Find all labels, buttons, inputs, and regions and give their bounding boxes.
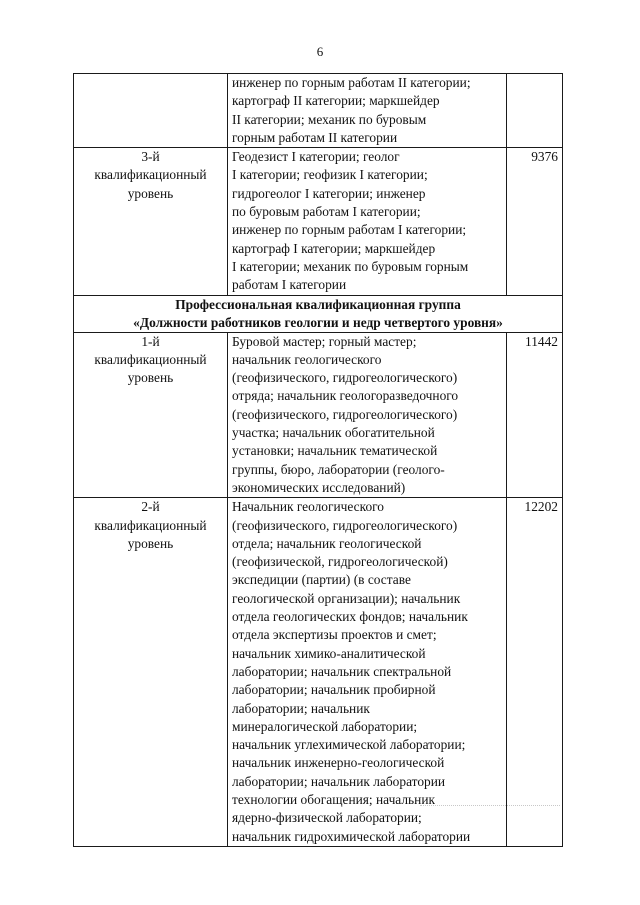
positions-line: инженер по горным работам I категории; [232,222,467,238]
positions-line: лаборатории; начальник пробирной [232,682,436,698]
qualification-level-line: квалификационный [94,351,207,367]
salary-cell [507,332,563,498]
positions-line: ядерно-физической лаборатории; [232,810,422,826]
qualification-level-line: 3-й [141,149,160,165]
positions-line: гидрогеолог I категории; инженер [232,185,426,201]
qualification-table [73,73,563,847]
qualification-level-line: 1-й [141,333,160,349]
positions-line: начальник геологического [232,351,382,367]
positions-line: лаборатории; начальник спектральной [232,663,452,679]
positions-cell [228,498,507,847]
qualification-level-line: уровень [127,370,174,386]
positions-line: отдела экспертизы проектов и смет; [232,627,437,643]
table-row [74,498,563,847]
positions-line: I категории; механик по буровым горным [232,258,469,274]
group-title-line: «Должности работников геологии и недр четвертого уровня» [133,314,503,330]
qualification-level-line: квалификационный [94,167,207,183]
positions-line: Буровой мастер; горный мастер; [232,333,417,349]
positions-line: (геофизической, гидрогеологической) [232,554,448,570]
salary-cell [507,498,563,847]
positions-line: минералогической лаборатории; [232,718,418,734]
table-row [74,148,563,295]
qualification-level-line: 2-й [141,499,160,515]
positions-line: группы, бюро, лаборатории (геолого- [232,461,445,477]
positions-line: II категории; механик по буровым [232,111,427,127]
salary-value: 9376 [531,149,558,165]
positions-line: начальник инженерно-геологической [232,755,445,771]
positions-line: начальник гидрохимической лаборатории [232,828,471,844]
positions-line: Геодезист I категории; геолог [232,149,400,165]
positions-line: (геофизического, гидрогеологического) [232,406,458,422]
positions-line: экспедиции (партии) (в составе [232,572,411,588]
positions-line: отряда; начальник геологоразведочного [232,388,459,404]
positions-cell [228,74,507,148]
positions-line: картограф I категории; маркшейдер [232,240,436,256]
positions-cell [228,332,507,498]
positions-line: отдела; начальник геологической [232,535,422,551]
qualification-level-cell [74,498,228,847]
positions-line: (геофизического, гидрогеологического) [232,517,458,533]
table-row [74,332,563,498]
positions-line: работам I категории [232,277,347,293]
positions-line: лаборатории; начальник лаборатории [232,773,446,789]
qualification-level-cell [74,332,228,498]
positions-line: участка; начальник обогатительной [232,425,435,441]
qualification-level-line: уровень [127,185,174,201]
positions-line: инженер по горным работам II категории; [232,75,471,90]
positions-line: экономических исследований) [232,479,406,495]
positions-line: (геофизического, гидрогеологического) [232,370,458,386]
positions-line: начальник углехимической лаборатории; [232,737,466,753]
qualification-level-cell [74,74,228,148]
positions-line: лаборатории; начальник [232,700,370,716]
group-title-line: Профессиональная квалификационная группа [175,296,461,312]
scan-artifact-dots [420,805,560,808]
qualification-level-line: уровень [127,535,174,551]
positions-line: по буровым работам I категории; [232,204,421,220]
table-row [74,74,563,148]
qualification-level-line: квалификационный [94,517,207,533]
salary-cell [507,148,563,295]
page-number: 6 [316,44,324,59]
table-body [74,74,563,847]
positions-line: отдела геологических фондов; начальник [232,609,468,625]
group-header-row [74,295,563,332]
positions-line: горным работам II категории [232,129,398,145]
positions-line: геологической организации); начальник [232,590,461,606]
positions-line: начальник химико-аналитической [232,645,426,661]
positions-line: технологии обогащения; начальник [232,791,435,807]
positions-line: установки; начальник тематической [232,443,438,459]
salary-value: 12202 [524,499,558,515]
positions-line: Начальник геологического [232,499,384,515]
salary-cell [507,74,563,148]
qualification-level-cell [74,148,228,295]
positions-cell [228,148,507,295]
group-title-cell [74,295,563,332]
positions-line: картограф II категории; маркшейдер [232,93,440,109]
salary-value: 11442 [525,333,558,349]
positions-line: I категории; геофизик I категории; [232,167,428,183]
